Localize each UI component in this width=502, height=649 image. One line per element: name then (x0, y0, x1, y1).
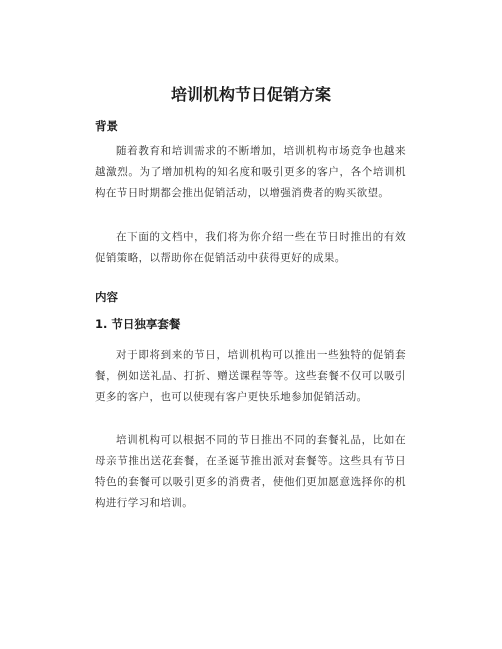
section-heading-content: 内容 (95, 290, 118, 304)
paragraph: 随着教育和培训需求的不断增加，培训机构市场竞争也越来越激烈。为了增加机构的知名度和吸引更多的客户，各个培训机构在节日时期都会推出促销活动，以增强消费者的购买欲望。 (95, 145, 406, 199)
section-heading-background: 背景 (95, 119, 118, 133)
document-title: 培训机构节日促销方案 (170, 85, 331, 104)
paragraph: 对于即将到来的节日，培训机构可以推出一些独特的促销套餐，例如送礼品、打折、赠送课程等等。这些套餐不仅可以吸引更多的客户，也可以使现有客户更快乐地参加促销活动。 (95, 349, 406, 403)
subsection-heading: 1. 节日独享套餐 (95, 317, 181, 331)
paragraph: 培训机构可以根据不同的节日推出不同的套餐礼品，比如在母亲节推出送花套餐，在圣诞节推出派对套餐等。这些具有节日特色的套餐可以吸引更多的消费者，使他们更加愿意选择你的机构进行学习和培训。 (95, 434, 406, 509)
paragraph: 在下面的文档中，我们将为你介绍一些在节日时推出的有效促销策略，以帮助你在促销活动中获得更好的成果。 (95, 231, 406, 264)
